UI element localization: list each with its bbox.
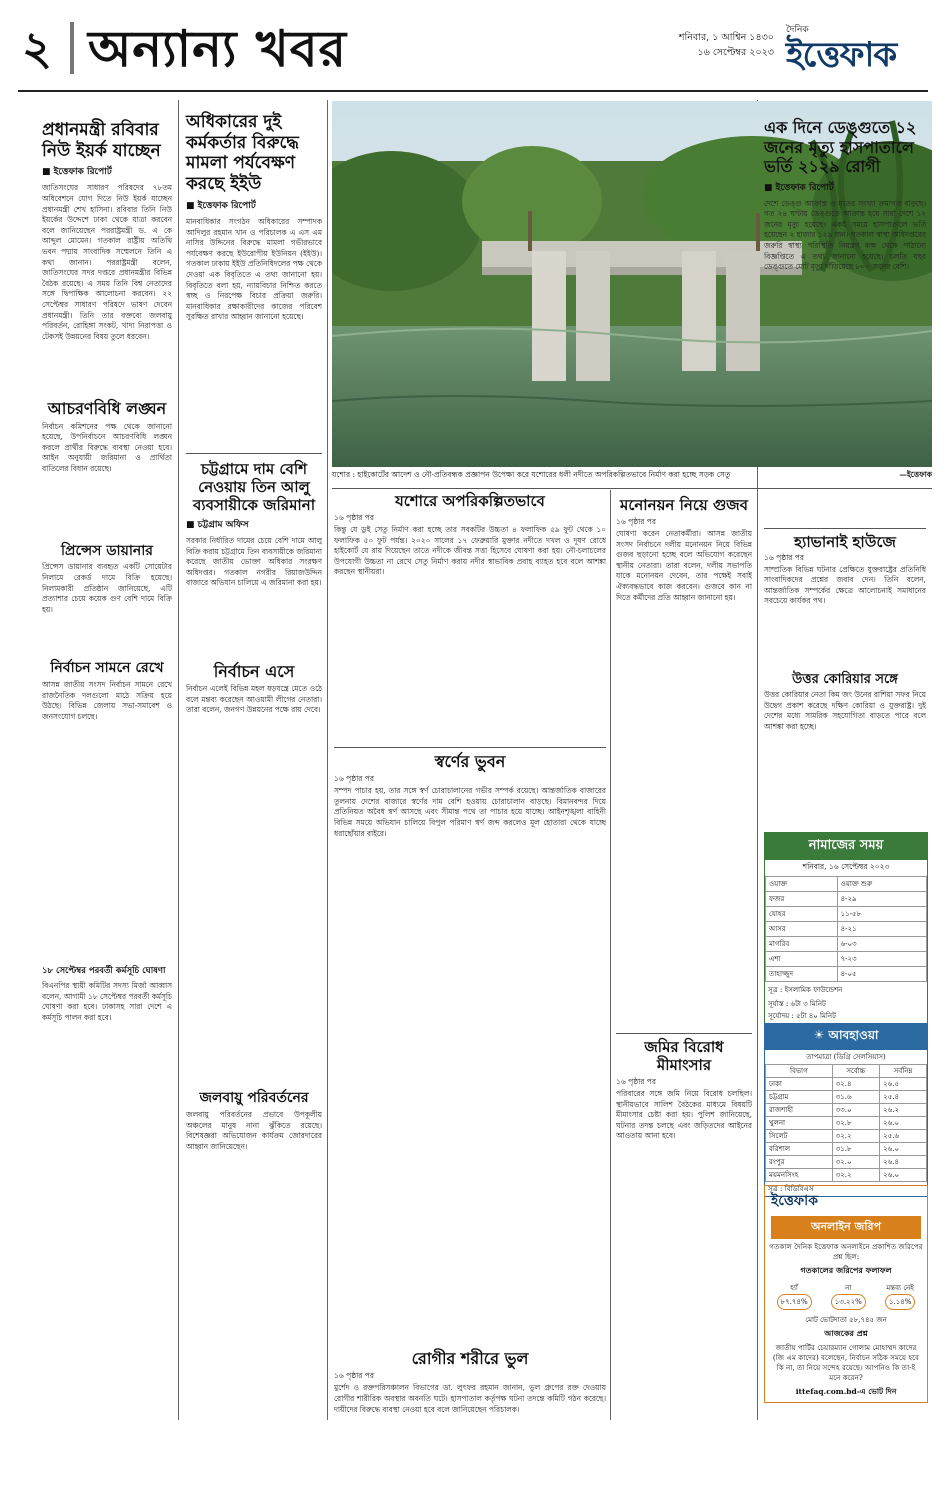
poll-no — [831, 1282, 866, 1310]
divider — [186, 453, 322, 454]
divider — [616, 1033, 752, 1034]
article-body: মুর্শেদ ও রক্তপরিসঞ্চালন বিভাগের ডা. লুৎফর রহমান জানান, ভুল গ্রুপের রক্ত দেওয়ায় রোগীর শারীরিক অবস্থার অবনতি ঘটে। হাসপাতাল কর্তৃপক্ষ ঘটনা তদন্তে কমিটি গঠন করেছে। দায়ীদের বিরুদ্ধে ব্যবস্থা নেওয়া হবে বলে জানিয়েছেন পরিচালক। — [334, 1383, 606, 1414]
article-body: প্রিন্সেস ডায়ানার ব্যবহৃত একটি সোয়েটার নিলামে রেকর্ড দামে বিক্রি হয়েছে। নিলামকারী প্রতিষ্ঠান জানিয়েছে, এটি প্রত্যাশার চেয়ে কয়েক গুণ বেশি দামে বিক্রি হয়। — [42, 562, 172, 614]
header-cell: বিভাগ — [766, 1065, 833, 1078]
article-body: মানবাধিকার সংগঠন অধিকারের সম্পাদক আদিলুর রহমান খান ও পরিচালক এ এস এম নাসির উদ্দিনের বিরুদ্ধে মামলা গভীরভাবে পর্যবেক্ষণ করছে ইউরোপীয় ইউনিয়ন (ইইউ)। গতকাল ঢাকায় ইইউ প্রতিনিধিদলের পক্ষ থেকে দেওয়া এক বিবৃতিতে এ তথ্য জানানো হয়। বিবৃতিতে বলা হয়, ন্যায়বিচার নিশ্চিত করতে স্বচ্ছ ও নিরপেক্ষ বিচার প্রক্রিয়া জরুরি। মানবাধিকার রক্ষাকারীদের কাজের পরিবেশ সুরক্ষিত রাখার আহ্বান জানানো হয়েছে। — [186, 216, 322, 322]
headline[interactable]: এক দিনে ডেঙ্গুতে ১২ জনের মৃত্যু হাসপাতালে ভর্তি ২১২৯ রোগী — [764, 118, 917, 177]
max-temp: ৩২.৮ — [832, 1117, 880, 1130]
weather-title — [765, 1024, 927, 1050]
poll-neutral-label: মন্তব্য নেই — [886, 1284, 914, 1292]
article-body: পরিবারের সঙ্গে জমি নিয়ে বিরোধ চলছিল। স্থানীয়ভাবে সালিশ বৈঠকের মাধ্যমে বিষয়টি মীমাংসার চেষ্টা করা হয়। পুলিশ জানিয়েছে, ঘটনার তদন্ত চলছে এবং জড়িতদের আইনের আওতায় আনা হবে। — [616, 1089, 752, 1141]
poll-total: মোট ভোটদাতা ৫৮,৭৪৫ জন — [805, 1316, 887, 1324]
table-row — [766, 907, 927, 922]
newspaper-logo[interactable] — [786, 22, 922, 76]
max-temp: ৩২.২ — [832, 1130, 880, 1143]
table-row — [766, 1169, 927, 1182]
min-temp: ২৬.৪ — [880, 1156, 927, 1169]
prayer-times-box — [764, 832, 928, 1025]
article-body: জলবায়ু পরিবর্তনের প্রভাবে উপকূলীয় অঞ্চলের মানুষ নানা ঝুঁকিতে রয়েছে। বিশেষজ্ঞরা অভিযোজন কার্যক্রম জোরদারের আহ্বান জানিয়েছেন। — [186, 1109, 322, 1151]
min-temp: ২৬.২ — [880, 1104, 927, 1117]
prayer-name: মাগরিব — [766, 937, 838, 952]
header-cell: সর্বনিম্ন — [880, 1065, 927, 1078]
table-header — [766, 1065, 927, 1078]
division: রাজশাহী — [766, 1104, 833, 1117]
prayer-source: সূত্র : ইসলামিক ফাউন্ডেশন — [768, 986, 843, 994]
poll-result-label: গতকালের জরিপের ফলাফল — [800, 1265, 892, 1275]
article-nomination — [616, 496, 752, 1469]
prayer-name: এশা — [766, 952, 838, 967]
logo-tagline: দৈনিক — [786, 25, 809, 35]
column-divider — [178, 100, 179, 1420]
page-number: ২ — [22, 21, 52, 75]
article-body: সাম্প্রতিক বিভিন্ন ঘটনার প্রেক্ষিতে যুক্তরাষ্ট্রের প্রতিনিধি সাংবাদিকদের প্রশ্নের জবাব দেন। তিনি বলেন, আন্তর্জাতিক সম্পর্কের ক্ষেত্রে আলোচনাই সমাধানের সবচেয়ে কার্যকর পথ। — [764, 564, 926, 606]
article-bridge — [334, 492, 606, 1493]
weather-source: সূত্র : বিডিবিএস — [768, 1185, 814, 1193]
sunset-time: সূর্যাস্ত : ৬টা ৩ মিনিট — [768, 1000, 826, 1008]
poll-results — [765, 1278, 927, 1314]
min-temp: ২৬.০ — [880, 1143, 927, 1156]
table-row — [766, 1078, 927, 1091]
table-row — [766, 1091, 927, 1104]
poll-neutral — [885, 1282, 916, 1310]
table-row — [766, 1130, 927, 1143]
article-body: আসন্ন জাতীয় সংসদ নির্বাচন সামনে রেখে রাজনৈতিক দলগুলো মাঠে সক্রিয় হয়ে উঠছে। বিভিন্ন জেলায় সভা-সমাবেশ ও জনসংযোগ চলছে। — [42, 680, 172, 722]
article-pm — [42, 120, 172, 1211]
weather-subtitle: তাপমাত্রা (ডিগ্রি সেলসিয়াস) — [806, 1053, 886, 1061]
max-temp: ৩৩.০ — [832, 1104, 880, 1117]
headline[interactable]: রোগীর শরীরে ভুল — [411, 1349, 529, 1369]
headline[interactable]: হ্যাভানাই হাউজে — [794, 532, 896, 551]
poll-no-value: ১৩.২২% — [831, 1294, 866, 1310]
table-row — [766, 1117, 927, 1130]
max-temp: ৩২.০ — [832, 1156, 880, 1169]
headline[interactable]: প্রধানমন্ত্রী রবিবার নিউ ইয়র্ক যাচ্ছেন — [42, 120, 161, 161]
weather-table — [765, 1064, 927, 1182]
subheadline[interactable]: নির্বাচন এসে — [213, 661, 295, 681]
subheadline[interactable]: প্রিন্সেস ডায়ানার — [60, 542, 153, 559]
sunrise-time: সূর্যোদয় : ৫টা ৪০ মিনিট — [768, 1012, 836, 1020]
date-bangla: শনিবার, ১ আশ্বিন ১৪৩০ — [678, 32, 774, 43]
poll-today-question: জাতীয় পার্টির চেয়ারম্যান গোলাম মোহাম্মদ কাদের (জি এম কাদের) বলেছেন, নির্বাচন সঠিক সময়ে হবে কি না, তা নিয়ে সন্দেহ রয়েছে। আপনিও কি তা-ই মনে করেন? — [772, 1343, 920, 1382]
headline[interactable]: মনোনয়ন নিয়ে গুজব — [619, 496, 749, 514]
headline[interactable]: স্বর্ণের ভুবন — [434, 752, 506, 771]
table-row — [766, 922, 927, 937]
poll-yes — [777, 1282, 812, 1310]
table-row — [766, 1156, 927, 1169]
prayer-name: তাহাজ্জুদ — [766, 967, 838, 982]
prayer-time: ৪-২১ — [837, 922, 926, 937]
min-temp: ২৬.০ — [880, 1117, 927, 1130]
continued-from: ১৬ পৃষ্ঠার পর — [764, 552, 805, 562]
continued-from: ১৬ পৃষ্ঠার পর — [334, 774, 375, 784]
header-cell: ওয়াক্ত শুরু — [837, 877, 926, 892]
poll-logo: ইত্তেফাক — [771, 1193, 819, 1209]
article-body: নির্বাচন কমিশনের পক্ষ থেকে জানানো হয়েছে, উপনির্বাচনে আচরণবিধি লঙ্ঘন করলে প্রার্থীর বিরুদ্ধে ব্যবস্থা নেওয়া হবে। আইন অনুযায়ী জরিমানা ও প্রার্থিতা বাতিলের বিধান রয়েছে। — [42, 421, 172, 474]
byline: ■ ইত্তেফাক রিপোর্ট — [42, 167, 112, 178]
max-temp: ৩১.৬ — [832, 1091, 880, 1104]
article-body: সরকার নির্ধারিত দামের চেয়ে বেশি দামে আলু বিক্রি করায় চট্টগ্রামে তিন ব্যবসায়ীকে জরিমানা করেছে জাতীয় ভোক্তা অধিকার সংরক্ষণ অধিদপ্তর। গতকাল নগরীর রিয়াজউদ্দিন বাজারে অভিযান চালিয়ে এ জরিমানা করা হয়। — [186, 535, 322, 588]
headline[interactable]: অধিকারের দুই কর্মকর্তার বিরুদ্ধে মামলা পর্যবেক্ষণ করছে ইইউ — [186, 112, 299, 195]
article-body: জাতিসংঘের সাধারণ পরিষদের ৭৮তম অধিবেশনে যোগ দিতে নিউ ইয়র্ক যাচ্ছেন প্রধানমন্ত্রী শেখ হাসিনা। রবিবার তিনি নিউ ইয়র্কের উদ্দেশে ঢাকা থেকে যাত্রা করবেন বলে জানিয়েছেন পররাষ্ট্রমন্ত্রী ড. এ কে আব্দুল মোমেন। গতকাল রাষ্ট্রীয় অতিথি ভবন পদ্মায় সাংবাদিক সম্মেলনে তিনি এ কথা জানান। পররাষ্ট্রমন্ত্রী বলেন, জাতিসংঘের সদর দপ্তরে প্রধানমন্ত্রীর বিভিন্ন বৈঠক রয়েছে। এ সময় তিনি বিশ্ব নেতাদের সঙ্গে দ্বিপাক্ষিক আলোচনা করবেন। ২২ সেপ্টেম্বর সাধারণ পরিষদে ভাষণ দেবেন প্রধানমন্ত্রী। তিনি তার বক্তব্যে জলবায়ু পরিবর্তন, রোহিঙ্গা সংকট, খাদ্য নিরাপত্তা ও টেকসই উন্নয়নের বিষয় তুলে ধরবেন। — [42, 183, 172, 341]
division: ময়মনসিংহ — [766, 1169, 833, 1182]
logo-name: ইত্তেফাক — [786, 35, 897, 75]
poll-title: অনলাইন জরিপ — [771, 1216, 921, 1239]
article-body: ঘোষণা করেন নেতাকর্মীরা। আসন্ন জাতীয় সংসদ নির্বাচনে দলীয় মনোনয়ন নিয়ে বিভিন্ন গুজব ছড়ানো হচ্ছে বলে অভিযোগ করেছেন স্থানীয় নেতারা। তারা বলেন, দলীয় সভাপতি যাকে মনোনয়ন দেবেন, তার পক্ষেই সবাই ঐক্যবদ্ধভাবে কাজ করবেন। গুজবে কান না দিতে কর্মীদের প্রতি আহ্বান জানানো হয়। — [616, 529, 752, 602]
subheadline[interactable]: আচরণবিধি লঙ্ঘন — [47, 399, 167, 419]
subheadline[interactable]: জলবায়ু পরিবর্তনের — [199, 1090, 309, 1107]
dateline — [612, 30, 774, 60]
table-header — [766, 877, 927, 892]
online-poll-box — [764, 1185, 928, 1403]
divider — [334, 747, 606, 748]
article-body: কিন্তু যে ডুই সেতু নির্মাণ করা হচ্ছে তার সবকটির উচ্চতা ৪ ফলাফিক ৫৯ ফুট থেকে ১০ ফলাফিক ৫০ ফুট পর্যন্ত। ২০২০ সালের ১৭ ফেব্রুয়ারি মুক্তার নদীতে দখল ও দূষণ রোধে হাইকোর্ট যে রায় দিয়েছেন তাতে নদীকে জীবন্ত সত্তা হিসেবে ঘোষণা করা হয়। নৌ-চলাচলের উপযোগী উচ্চতা না রেখে সেতু নির্মাণ করায় নদীর স্বাভাবিক প্রবাহ ব্যাহত হবে বলে আশঙ্কা করছেন স্থানীয়রা। — [334, 525, 606, 577]
prayer-time: ৭-২৩ — [837, 952, 926, 967]
table-row — [766, 892, 927, 907]
division: বরিশাল — [766, 1143, 833, 1156]
table-row — [766, 937, 927, 952]
division: ঢাকা — [766, 1078, 833, 1091]
division: খুলনা — [766, 1117, 833, 1130]
continued-from: ১৬ পৃষ্ঠার পর — [616, 517, 657, 526]
header-cell: ওয়াক্ত — [766, 877, 838, 892]
prayer-time: ৪-২৯ — [837, 892, 926, 907]
max-temp: ৩১.৮ — [832, 1143, 880, 1156]
poll-yes-label: হ্যাঁ — [790, 1284, 798, 1292]
photo-credit: —ইত্তেফাক — [899, 470, 932, 479]
byline: ■ ইত্তেফাক রিপোর্ট — [764, 182, 834, 193]
divider — [764, 528, 926, 529]
poll-no-label: না — [845, 1284, 852, 1292]
division: রংপুর — [766, 1156, 833, 1169]
headline[interactable]: জমির বিরোধ মীমাংসার — [644, 1038, 724, 1074]
date-english: ১৬ সেপ্টেম্বর ২০২৩ — [697, 47, 774, 58]
min-temp: ২৫.৪ — [880, 1091, 927, 1104]
article-dengue — [764, 118, 926, 740]
table-row — [766, 1143, 927, 1156]
subheadline[interactable]: উত্তর কোরিয়ার সঙ্গে — [792, 671, 898, 687]
max-temp: ৩২.৪ — [832, 1078, 880, 1091]
column-divider — [327, 100, 328, 1420]
column-divider — [610, 490, 611, 1420]
table-row — [766, 1104, 927, 1117]
prayer-date: শনিবার, ১৬ সেপ্টেম্বর ২০২৩ — [802, 862, 890, 871]
poll-yes-value: ৮৭.৭৪% — [777, 1294, 812, 1310]
article-body: দেশে ডেঙ্গু আক্রান্ত ও মৃতের সংখ্যা ক্রমাগত বাড়ছে। গত ২৪ ঘণ্টায় ডেঙ্গুতে আক্রান্ত হয়ে সারা দেশে ১২ জনের মৃত্যু হয়েছে। একই সময়ে হাসপাতালে ভর্তি হয়েছেন ২ হাজার ১২৯ জন। গতকাল স্বাস্থ্য অধিদপ্তরের জরুরি স্বাস্থ্য পরিস্থিতি নিয়ন্ত্রণ কক্ষ থেকে পাঠানো বিজ্ঞপ্তিতে এ তথ্য জানানো হয়েছে। চলতি বছর ডেঙ্গুতে মোট মৃত্যু দাঁড়িয়েছে ৮০০ জনের বেশি। — [764, 198, 926, 272]
table-row — [766, 967, 927, 982]
section-title: অন্যান্য খবর — [88, 19, 348, 78]
subheadline[interactable]: ১৮ সেপ্টেম্বর পরবর্তী কর্মসূচি ঘোষণা — [42, 966, 166, 977]
subheadline[interactable]: নির্বাচন সামনে রেখে — [50, 660, 164, 677]
poll-today-label: আজকের প্রশ্ন — [824, 1328, 868, 1338]
article-eu — [186, 112, 322, 1310]
max-temp: ৩২.২ — [832, 1169, 880, 1182]
article-body: সম্পদ পাচার হয়, তার সঙ্গে স্বর্ণ চোরাচালানের গভীর সম্পর্ক রয়েছে। আন্তর্জাতিক বাজারের তুলনায় দেশের বাজারে স্বর্ণের দাম বেশি হওয়ায় চোরাচালান বাড়ছে। বিমানবন্দর দিয়ে প্রতিনিয়ত অবৈধ স্বর্ণ আসছে এবং সীমান্ত পথে তা পাচার হয়ে যাচ্ছে। আইনশৃঙ্খলা বাহিনী বিভিন্ন সময়ে অভিযান চালিয়ে বিপুল পরিমাণ স্বর্ণ জব্দ করলেও মূল হোতারা থেকে যাচ্ছে ধরাছোঁয়ার বাইরে। — [334, 786, 606, 838]
poll-question-intro: গতকাল দৈনিক ইত্তেফাক অনলাইনে প্রকাশিত জরিপের প্রশ্ন ছিল: — [769, 1242, 923, 1261]
byline: ■ ইত্তেফাক রিপোর্ট — [186, 200, 256, 211]
prayer-name: আসর — [766, 922, 838, 937]
min-temp: ২৬.০ — [880, 1169, 927, 1182]
prayer-time: ৪-০৫ — [837, 967, 926, 982]
continued-from: ১৬ পৃষ্ঠার পর — [334, 1371, 375, 1381]
prayer-title: নামাজের সময় — [765, 833, 927, 860]
prayer-table — [765, 876, 927, 982]
headline[interactable]: চট্টগ্রামে দাম বেশি নেওয়ায় তিন আলু ব্যবসায়ীকে জরিমানা — [192, 459, 316, 514]
prayer-time: ৬-০৩ — [837, 937, 926, 952]
poll-vote-link[interactable]: ittefaq.com.bd-এ ভোট দিন — [795, 1387, 897, 1396]
continued-from: ১৬ পৃষ্ঠার পর — [334, 513, 375, 522]
continued-from: ১৬ পৃষ্ঠার পর — [616, 1077, 657, 1086]
masthead-rule — [18, 90, 928, 92]
prayer-name: ফজর — [766, 892, 838, 907]
header-cell: সর্বোচ্চ — [832, 1065, 880, 1078]
headline[interactable]: যশোরে অপরিকল্পিতভাবে — [395, 492, 545, 510]
division: চট্টগ্রাম — [766, 1091, 833, 1104]
masthead-divider — [70, 22, 74, 74]
weather-title-text: আবহাওয়া — [828, 1028, 879, 1042]
min-temp: ২৫.৬ — [880, 1130, 927, 1143]
caption-text: যশোর : হাইকোর্টের আদেশ ও নৌ-প্রতিবন্ধক প্রজ্ঞাপন উপেক্ষা করে যশোরের ধলী নদীতে অপরিকল্পিতভাবে নির্মাণ করা হচ্ছে সড়ক সেতু — [332, 470, 731, 479]
byline: ■ চট্টগ্রাম অফিস — [186, 519, 249, 530]
prayer-name: যোহর — [766, 907, 838, 922]
prayer-time: ১১-৫৮ — [837, 907, 926, 922]
sun-icon: ☀ — [813, 1028, 829, 1042]
article-body: বিএনপির স্থায়ী কমিটির সদস্য মির্জা আব্বাস বলেন, আগামী ১৮ সেপ্টেম্বর পরবর্তী কর্মসূচি ঘোষণা করা হবে। ঢাকাসহ সারা দেশে এ কর্মসূচি পালন করা হবে। — [42, 981, 172, 1023]
weather-box — [764, 1023, 928, 1197]
poll-neutral-value: ১.১৪% — [885, 1294, 916, 1310]
min-temp: ২৬.৫ — [880, 1078, 927, 1091]
article-body: নির্বাচন এলেই বিভিন্ন মহল ষড়যন্ত্রে মেতে ওঠে বলে মন্তব্য করেছেন আওয়ামী লীগের নেতারা। তারা বলেন, জনগণ উন্নয়নের পক্ষে রায় দেবে। — [186, 684, 322, 715]
article-body: উত্তর কোরিয়ার নেতা কিম জং উনের রাশিয়া সফর নিয়ে উদ্বেগ প্রকাশ করেছে দক্ষিণ কোরিয়া ও যুক্তরাষ্ট্র। দুই দেশের মধ্যে সামরিক সহযোগিতা বাড়তে পারে বলে আশঙ্কা করা হচ্ছে। — [764, 690, 926, 731]
table-row — [766, 952, 927, 967]
division: সিলেট — [766, 1130, 833, 1143]
